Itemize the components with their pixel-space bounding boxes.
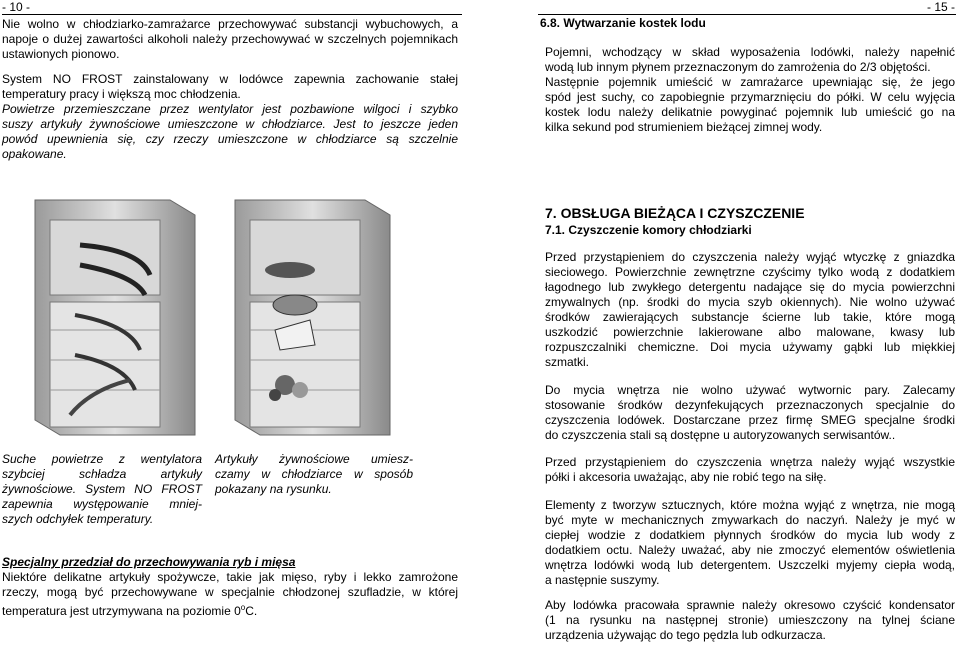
text-line: szych odchyłek temperatury. (2, 512, 154, 526)
text-line: a następnie suszymy. (545, 573, 660, 587)
paragraph-cleaning-exterior (545, 250, 955, 370)
text-line: zmywalnych (np. środki do mycia szyb okiennych). Nie wolno używać (545, 295, 955, 309)
text-line: sieciowego. Powierzchnie zewnętrzne czyścimy tylko wodą z dodatkiem (545, 265, 955, 279)
paragraph-cleaning-shelves (545, 455, 955, 485)
fridge-food-illustration (225, 190, 425, 440)
text-line: szmatki. (545, 355, 590, 369)
paragraph-explosives: Nie wolno w chłodziarko-zamrażarce przechowywać substancji wybuchowych, a napoje o dużej zawartości alkoholi należy przechowywać w szczelnych pojemnikach ustawionych pionowo. (2, 17, 458, 61)
text-line: Pojemni, wchodzący w skład wyposażenia lodówki, należy napełnić (545, 45, 955, 59)
caption-airflow (2, 452, 202, 527)
text-line: powód upewnienia się, czy rzeczy umieszczone w chłodziarce są szczelnie (2, 132, 458, 146)
text-line: czyszczenia lodówek. Dostarczane przez firmę SMEG specjalne środki (545, 413, 955, 427)
text-fragment: C. (245, 604, 258, 618)
text-line: Artykuły żywnościowe umiesz- (215, 452, 413, 466)
text-line: półki i akcesoria uważając, aby nie robić tego na siłę. (545, 470, 827, 484)
text-line: rozpuszczalniki chemiczne. Doi mycia używamy gąbki lub miękkiej (545, 340, 955, 354)
text-line: Suche powietrze z wentylatora (2, 452, 202, 466)
text-line: suszy artykuły żywnościowe umieszczone w chłodziarce. Jest to jeszcze jeden (2, 117, 458, 131)
text-line: wnętrza lodówki wodą lub detergentem. Uszczelki myjemy ciepła wodą, (545, 558, 955, 572)
text-line: uszkodzić powierzchnie lakierowane albo malowane, kwasy lub (545, 325, 955, 339)
text-line: Następnie pojemnik umieścić w zamrażarce upewniając się, że jego (545, 75, 955, 89)
text-line: ciepłej wodzie z dodatkiem płynnych środków do mycia lub wody z (545, 528, 955, 542)
text-line: do czyszczenia stali są dostępne u autoryzowanych serwisantów.. (545, 428, 896, 442)
text-line: Do mycia wnętrza nie wolno używać wytwornic pary. Zalecamy (545, 383, 955, 397)
text-line: szybciej schładza artykuły (2, 467, 202, 481)
page-number-left: - 10 - (2, 0, 31, 14)
text-line: spód jest suchy, co zapobiegnie przymarznięciu do półki. W celu wyjęcia (545, 90, 955, 104)
text-line (2, 600, 458, 619)
text-line: stosowanie środków dezynfekujących przeznaczonych specjalnie do (545, 398, 955, 412)
text-line: kilka sekund pod strumieniem bieżącej zimnej wody. (545, 120, 823, 134)
paragraph-condenser (545, 598, 955, 643)
text-line: łagodnego lub zwykłego detergentu nadające się do mycia powierzchni (545, 280, 955, 294)
paragraph-air-drying (2, 102, 458, 162)
text-line: rzeczy, mogą być przechowywane w specjalnie chłodzonej szufladzie, w której (2, 585, 458, 599)
header-rule-right (538, 14, 956, 15)
text-line: czamy w chłodziarce w sposób (215, 467, 413, 481)
special-compartment-title: Specjalny przedział do przechowywania ryb i mięsa (2, 555, 296, 569)
text-line: być myte w mechanicznych zmywarkach do naczyń. Należy je myć w (545, 513, 955, 527)
paragraph-no-frost: System NO FROST zainstalowany w lodówce zapewnia zachowanie stałej temperatury pracy i większą moc chłodzenia. (2, 72, 458, 101)
text-line: Elementy z tworzyw sztucznych, które można wyjąć z wnętrza, nie mogą (545, 498, 955, 512)
text-line: opakowane. (2, 147, 67, 161)
text-fragment: temperatura jest utrzymywana na poziomie 0 (2, 604, 241, 618)
special-compartment-text (2, 570, 458, 619)
text-line: (1 na rysunku na następnej stronie) umieszczony na tylnej ściane (545, 613, 955, 627)
section-7-1-title: 7.1. Czyszczenie komory chłodziarki (545, 223, 752, 237)
page-number-right: - 15 - (926, 0, 955, 14)
text-line: dodatkiem octu. Należy uważać, aby nie zmoczyć elementów oświetlenia (545, 543, 955, 557)
caption-food (215, 452, 413, 497)
paragraph-cleaning-plastic (545, 498, 955, 588)
text-line: Przed przystąpieniem do czyszczenia wnętrza należy wyjąć wszystkie (545, 455, 955, 469)
text-line: żywnościowe. System NO FROST (2, 482, 202, 496)
text-line: zapewnia występowanie mniej- (2, 497, 202, 511)
degree-superscript: o (240, 603, 246, 612)
section-6-8-text (545, 45, 955, 135)
text-line: wodą lub innym płynem przeznaczonym do zamrożenia do 2/3 objętości. (545, 60, 931, 74)
text-line: Powietrze przemieszczane przez wentylator jest pozbawione wilgoci i szybko (2, 102, 458, 116)
text-line: pokazany na rysunku. (215, 482, 332, 496)
section-7-title: 7. OBSŁUGA BIEŻĄCA I CZYSZCZENIE (545, 205, 805, 221)
paragraph-cleaning-steam (545, 383, 955, 443)
text-line: urządzenia używając do tego pędzla lub odkurzacza. (545, 628, 826, 642)
section-6-8-title: 6.8. Wytwarzanie kostek lodu (540, 16, 706, 30)
text-line: środków zawierających substancje ścierne lub takie, które mogą (545, 310, 955, 324)
text-line: Aby lodówka pracowała sprawnie należy okresowo czyścić kondensator (545, 598, 955, 612)
fridge-airflow-illustration (20, 190, 210, 440)
text-line: Przed przystąpieniem do czyszczenia należy wyjąć wtyczkę z gniazdka (545, 250, 955, 264)
header-rule-left (2, 14, 462, 15)
text-line: Niektóre delikatne artykuły spożywcze, takie jak mięso, ryby i lekko zamrożone (2, 570, 458, 584)
text-line: kostek lodu należy delikatnie powyginać pojemnik lub umieścić go na (545, 105, 955, 119)
